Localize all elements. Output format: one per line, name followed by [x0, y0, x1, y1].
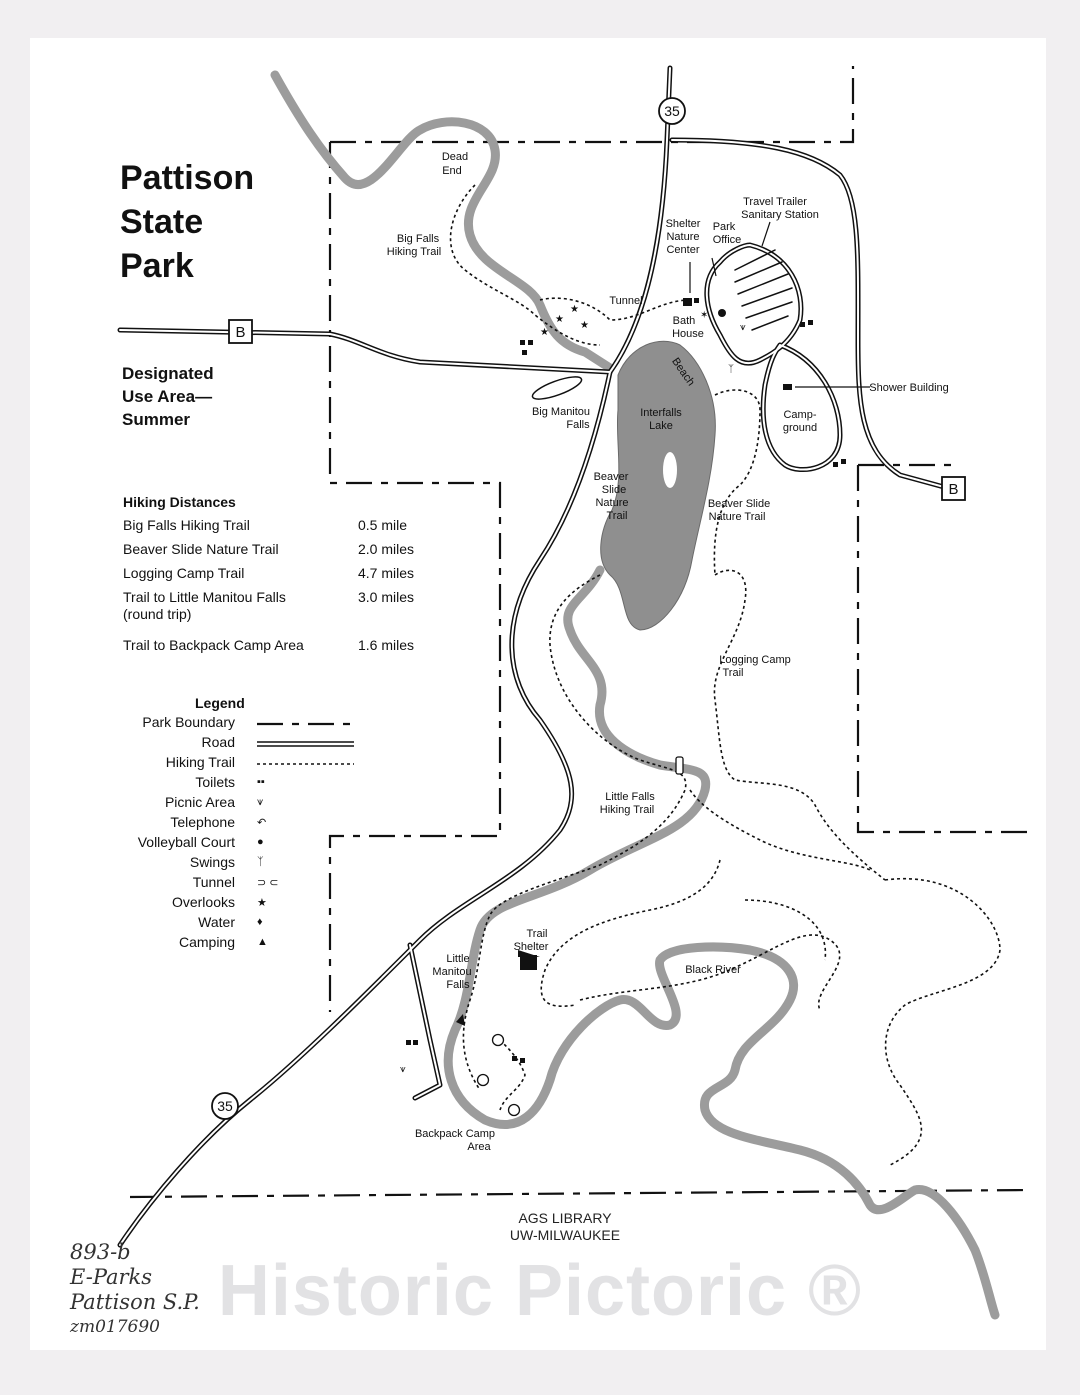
- label-big-manitou-falls: Big Manitou Falls: [531, 406, 591, 431]
- big-manitou-loop: [530, 373, 584, 404]
- subtitle: [122, 362, 214, 431]
- title-line-1: Pattison: [120, 159, 255, 197]
- library-stamp-line-1: AGS LIBRARY: [518, 1210, 612, 1226]
- hiking-trail-symbol-icon: [257, 756, 357, 772]
- legend-item-park-boundary: [120, 714, 360, 734]
- label-shelter-nature-center: Shelter Nature Center: [665, 218, 701, 256]
- legend-label: Hiking Trail: [165, 754, 235, 770]
- distance-trail-name: Beaver Slide Nature Trail: [123, 541, 279, 557]
- toilet-icon: ▪▪: [257, 776, 265, 788]
- legend-label: Water: [198, 914, 235, 930]
- hwy-35-shield-north: [659, 98, 685, 124]
- legend-label: Telephone: [170, 814, 235, 830]
- svg-text:ᛉ: ᛉ: [728, 364, 734, 375]
- label-big-falls-trail: Big Falls Hiking Trail: [386, 233, 442, 258]
- handwritten-line-3: Pattison S.P.: [70, 1290, 200, 1314]
- legend-item-camping: [120, 934, 360, 954]
- legend-label: Volleyball Court: [137, 834, 235, 850]
- legend-label: Overlooks: [171, 894, 235, 910]
- handwritten-line-1: 893-b: [70, 1240, 131, 1264]
- distance-value: 3.0 miles: [358, 589, 415, 605]
- handwritten-line-2: E-Parks: [70, 1265, 153, 1289]
- svg-text:⩛: ⩛: [740, 322, 746, 333]
- subtitle-line-1: Designated: [122, 364, 214, 383]
- little-falls-footbridge: [676, 757, 683, 774]
- svg-text:⩛: ⩛: [400, 1064, 406, 1075]
- watermark: Historic Pictoric ®: [217, 1251, 863, 1331]
- label-campground: Camp-ground: [782, 409, 818, 434]
- county-b-shield-west: [229, 320, 252, 343]
- label-trail-shelter: Trail Shelter: [513, 928, 549, 953]
- legend-item-volleyball-court: [120, 834, 360, 854]
- label-backpack-camp: Backpack Camp Area: [414, 1128, 496, 1153]
- hiking-distances-heading: Hiking Distances: [123, 494, 236, 510]
- label-tunnel: Tunnel: [609, 295, 643, 307]
- swings-icon: ᛉ: [257, 856, 264, 868]
- library-stamp-line-2: UW-MILWAUKEE: [509, 1227, 621, 1243]
- distance-value: 1.6 miles: [358, 637, 415, 653]
- svg-text:★: ★: [580, 320, 589, 331]
- label-shower-building: Shower Building: [869, 382, 949, 394]
- page-title: [120, 156, 254, 288]
- volleyball-icon: ●: [257, 836, 264, 848]
- label-beach: Beach: [669, 355, 697, 389]
- road-symbol-icon: [257, 736, 357, 752]
- svg-text:★: ★: [555, 314, 564, 325]
- subtitle-line-3: Summer: [122, 410, 191, 429]
- legend-label: Swings: [189, 854, 235, 870]
- distance-trail-name: Trail to Backpack Camp Area: [123, 637, 304, 653]
- legend-title: Legend: [195, 695, 245, 711]
- legend-item-road: [120, 734, 360, 754]
- overlook-icon: ★: [257, 897, 267, 909]
- label-black-river: Black River: [685, 964, 741, 976]
- hwy-35-label-south: 35: [217, 1098, 233, 1114]
- legend-item-water: [120, 914, 360, 934]
- black-river: [275, 75, 995, 1315]
- svg-text:★: ★: [570, 304, 579, 315]
- legend-label: Picnic Area: [164, 794, 235, 810]
- distance-trail-name: Logging Camp Trail: [123, 565, 245, 581]
- legend-label: Road: [201, 734, 235, 750]
- hwy-35-label-north: 35: [664, 103, 680, 119]
- legend-item-overlooks: [120, 894, 360, 914]
- county-b-shield-east: [942, 477, 965, 500]
- label-bath-house: Bath House: [672, 315, 704, 340]
- label-park-office: Park Office: [712, 221, 742, 246]
- title-line-2: State: [120, 203, 204, 241]
- label-little-falls-trail: Little Falls Hiking Trail: [599, 791, 655, 816]
- legend-item-tunnel: [120, 874, 360, 894]
- label-interfalls-lake: Interfalls Lake: [640, 407, 682, 432]
- subtitle-line-2: Use Area—: [122, 387, 213, 406]
- distance-value: 0.5 mile: [358, 517, 408, 533]
- label-travel-trailer: Travel Trailer Sanitary Station: [741, 196, 819, 221]
- library-stamp: [490, 1210, 640, 1244]
- county-b-label-east: B: [948, 481, 959, 498]
- svg-text:✶: ✶: [700, 310, 709, 321]
- legend-item-picnic-area: [120, 794, 360, 814]
- distance-value: 2.0 miles: [358, 541, 415, 557]
- distance-trail-name: Trail to Little Manitou Falls (round trip): [123, 589, 286, 622]
- legend-item-telephone: [120, 814, 360, 834]
- camping-icon: ▲: [257, 936, 268, 948]
- legend-item-swings: [120, 854, 360, 874]
- svg-text:★: ★: [540, 327, 549, 338]
- water-icon: ♦: [257, 916, 263, 928]
- legend-item-hiking-trail: [120, 754, 360, 774]
- tunnel-icon: ⊃ ⊂: [257, 877, 279, 889]
- hwy-35-shield-south: [212, 1093, 238, 1119]
- label-logging-camp-trail: Logging Camp Trail: [719, 654, 791, 679]
- telephone-icon: ↶: [257, 817, 267, 829]
- distance-value: 4.7 miles: [358, 565, 415, 581]
- trailer-pointer: [762, 222, 770, 246]
- distance-trail-name: Big Falls Hiking Trail: [123, 517, 250, 533]
- title-line-3: Park: [120, 247, 194, 285]
- legend-label: Tunnel: [192, 874, 235, 890]
- legend-label: Park Boundary: [142, 714, 235, 730]
- legend-label: Toilets: [195, 774, 235, 790]
- label-beaver-slide-right: Beaver Slide Nature Trail: [707, 498, 771, 523]
- legend-label: Camping: [178, 934, 235, 950]
- county-b-label-west: B: [235, 324, 246, 341]
- label-beaver-slide-left: Beaver Slide Nature Trail: [593, 471, 629, 522]
- park-boundary-symbol-icon: [257, 716, 357, 732]
- lake-island: [663, 452, 677, 488]
- campsites: [478, 1035, 520, 1116]
- legend-item-toilets: [120, 774, 360, 794]
- label-little-manitou-falls: Little Manitou Falls: [432, 953, 472, 991]
- handwritten-line-4: zm017690: [70, 1317, 160, 1337]
- label-dead-end: Dead End: [441, 151, 469, 177]
- picnic-icon: ⩛: [257, 796, 264, 808]
